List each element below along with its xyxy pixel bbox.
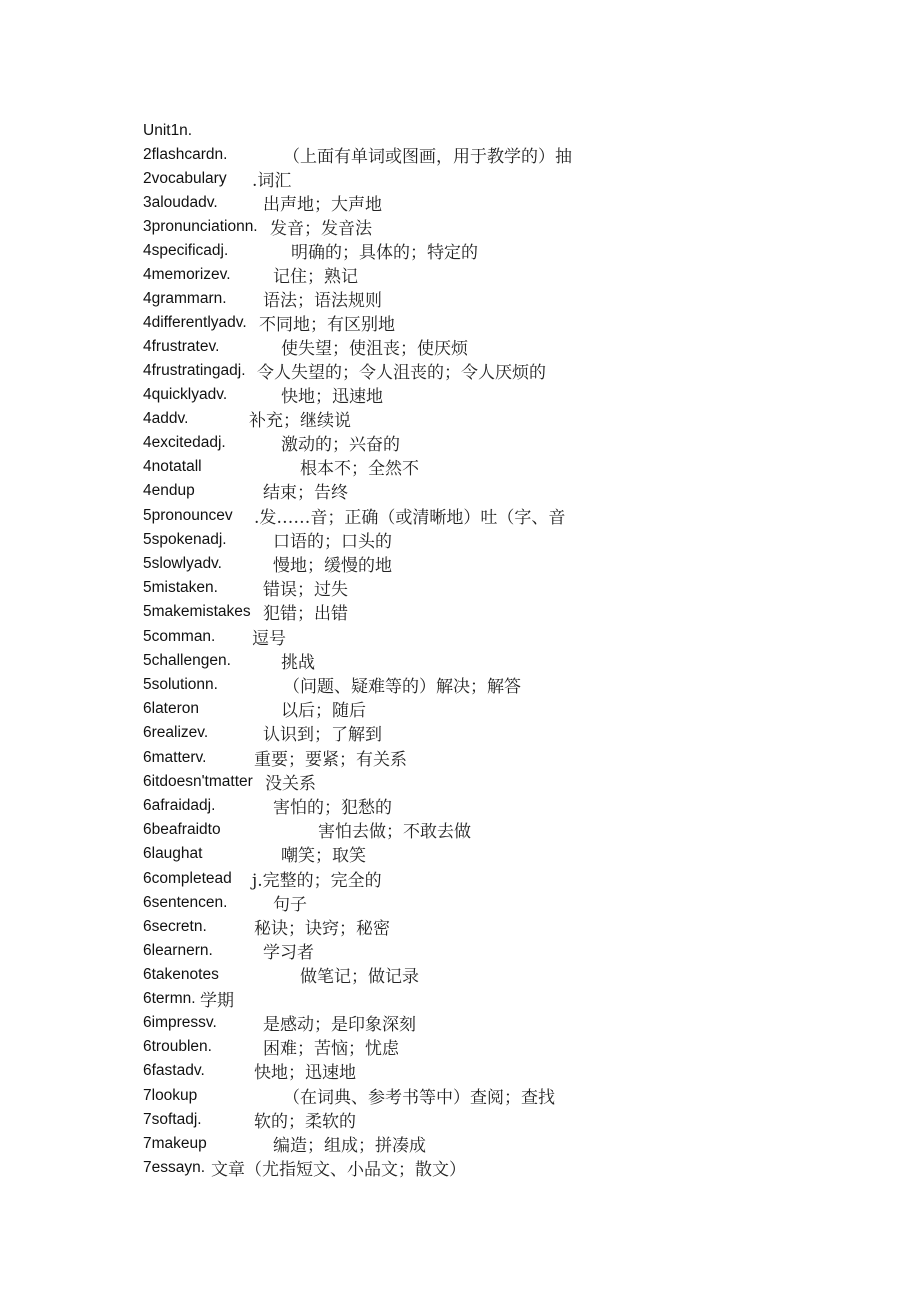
vocab-word: 6beafraidto [143,821,221,838]
vocab-meaning: 没关系 [265,774,316,794]
vocab-entry [0,938,920,962]
vocab-meaning: 使失望；使沮丧；使厌烦 [281,339,468,359]
vocab-word: 5slowlyadv. [143,555,222,572]
vocab-entry [0,1034,920,1058]
vocab-word: 6matterv. [143,749,207,766]
vocab-entry [0,769,920,793]
vocab-word: 6learnern. [143,942,213,959]
vocab-meaning: .发……音；正确（或清晰地）吐（字、音 [254,508,566,528]
vocab-meaning: 句子 [273,895,307,915]
vocab-word: 4frustratev. [143,338,220,355]
vocab-word: 6itdoesn'tmatter [143,773,253,790]
vocab-word: 5spokenadj. [143,531,227,548]
vocab-word: 3aloudadv. [143,194,218,211]
vocab-meaning: 快地；迅速地 [281,387,383,407]
vocab-meaning: 犯错；出错 [263,604,348,624]
vocab-meaning: 补充；继续说 [249,411,351,431]
vocab-word: 5makemistakes [143,603,251,620]
vocab-meaning: （上面有单词或图画，用于教学的）抽 [283,147,572,167]
vocab-meaning: 挑战 [281,653,315,673]
vocab-entry [0,478,920,502]
vocab-entry [0,551,920,575]
vocab-entry [0,986,920,1010]
vocab-entry [0,1155,920,1179]
vocab-meaning: 秘诀；诀窍；秘密 [254,919,390,939]
vocab-entry [0,624,920,648]
vocab-entry [0,1058,920,1082]
vocab-entry [0,745,920,769]
vocab-entry [0,1083,920,1107]
vocab-word: 6afraidadj. [143,797,216,814]
vocab-entry [0,599,920,623]
vocab-meaning: 学习者 [263,943,314,963]
vocab-meaning: 令人失望的；令人沮丧的；令人厌烦的 [257,363,546,383]
vocab-word: 3pronunciationn. [143,218,258,235]
vocab-word: 6lateron [143,700,200,717]
vocab-meaning: 出声地；大声地 [263,195,382,215]
vocab-meaning: 困难；苦恼；忧虑 [263,1039,399,1059]
vocab-word: 7essayn. [143,1159,206,1176]
vocab-meaning: 编造；组成；拼凑成 [273,1136,426,1156]
vocab-meaning: 错误；过失 [263,580,348,600]
vocab-word: 2flashcardn. [143,146,228,163]
vocab-word: 6realizev. [143,724,209,741]
vocab-entry [0,527,920,551]
vocab-entry [0,793,920,817]
vocab-meaning: 嘲笑；取笑 [281,846,366,866]
vocab-word: 5pronouncev [143,507,233,524]
vocab-word: Unit1n. [143,122,193,139]
vocab-word: 7lookup [143,1087,198,1104]
vocab-word: 7softadj. [143,1111,202,1128]
vocab-word: 4quicklyadv. [143,386,228,403]
vocab-entry [0,503,920,527]
vocab-entry [0,310,920,334]
vocab-word: 4specificadj. [143,242,229,259]
vocab-word: 4differentlyadv. [143,314,247,331]
vocab-entry [0,841,920,865]
vocab-meaning: 认识到；了解到 [263,725,382,745]
vocab-entry [0,672,920,696]
vocab-entry [0,430,920,454]
vocab-entry [0,575,920,599]
vocab-meaning: 害怕去做；不敢去做 [318,822,471,842]
vocab-entry [0,118,920,142]
vocab-meaning: 学期 [200,991,234,1011]
vocab-meaning: 慢地；缓慢的地 [273,556,392,576]
vocab-meaning: 软的；柔软的 [254,1112,356,1132]
vocab-entry [0,962,920,986]
vocab-entry [0,696,920,720]
vocab-word: 4grammarn. [143,290,227,307]
vocab-word: 4memorizev. [143,266,231,283]
vocab-word: 6fastadv. [143,1062,205,1079]
vocab-entry [0,406,920,430]
vocab-entry [0,1131,920,1155]
vocab-entry [0,866,920,890]
vocab-word: 6troublen. [143,1038,212,1055]
vocab-word: 4addv. [143,410,189,427]
vocab-word: 6termn. [143,990,196,1007]
vocab-meaning: 重要；要紧；有关系 [254,750,407,770]
vocab-entry [0,262,920,286]
vocab-meaning: （在词典、参考书等中）查阅；查找 [283,1088,555,1108]
vocab-word: 2vocabulary [143,170,227,187]
vocab-meaning: 快地；迅速地 [254,1063,356,1083]
vocab-word: 4notatall [143,458,202,475]
vocab-entry [0,214,920,238]
vocab-word: 5challengen. [143,652,231,669]
vocab-entry [0,286,920,310]
vocab-word: 5solutionn. [143,676,218,693]
vocab-word: 5mistaken. [143,579,218,596]
vocab-entry [0,1107,920,1131]
vocab-meaning: （问题、疑难等的）解决；解答 [283,677,521,697]
vocab-word: 6completead [143,870,232,887]
vocab-meaning: 是感动；是印象深刻 [263,1015,416,1035]
vocab-meaning: 发音；发音法 [270,219,372,239]
vocab-entry [0,454,920,478]
vocab-word: 7makeup [143,1135,207,1152]
vocab-entry [0,914,920,938]
vocab-meaning: j.完整的；完全的 [252,871,382,891]
vocab-entry [0,890,920,914]
vocab-meaning: 口语的；口头的 [273,532,392,552]
vocab-entry [0,720,920,744]
vocab-entry [0,142,920,166]
vocab-word: 6impressv. [143,1014,217,1031]
vocab-entry [0,817,920,841]
vocab-meaning: 做笔记；做记录 [300,967,419,987]
vocab-entry [0,1010,920,1034]
vocab-meaning: 害怕的；犯愁的 [273,798,392,818]
vocab-word: 4excitedadj. [143,434,226,451]
vocab-meaning: 结束；告终 [263,483,348,503]
vocab-word: 6laughat [143,845,203,862]
vocab-meaning: 明确的；具体的；特定的 [291,243,478,263]
vocab-word: 6sentencen. [143,894,228,911]
vocab-meaning: 不同地；有区别地 [259,315,395,335]
vocab-word: 5comman. [143,628,216,645]
vocab-meaning: 语法；语法规则 [263,291,382,311]
vocab-entry [0,648,920,672]
vocab-entry [0,358,920,382]
vocab-entry [0,382,920,406]
vocab-meaning: 以后；随后 [281,701,366,721]
vocab-meaning: 记住；熟记 [273,267,358,287]
vocab-meaning: 根本不；全然不 [300,459,419,479]
vocab-meaning: 逗号 [252,629,286,649]
vocab-word: 6secretn. [143,918,207,935]
vocab-word: 4frustratingadj. [143,362,246,379]
vocab-meaning: 激动的；兴奋的 [281,435,400,455]
vocab-entry [0,334,920,358]
vocab-meaning: 文章（尤指短文、小品文；散文） [211,1160,466,1180]
vocab-word: 6takenotes [143,966,219,983]
vocab-word: 4endup [143,482,195,499]
vocab-entry [0,166,920,190]
vocab-meaning: .词汇 [252,171,292,191]
vocab-entry [0,238,920,262]
vocab-entry [0,190,920,214]
